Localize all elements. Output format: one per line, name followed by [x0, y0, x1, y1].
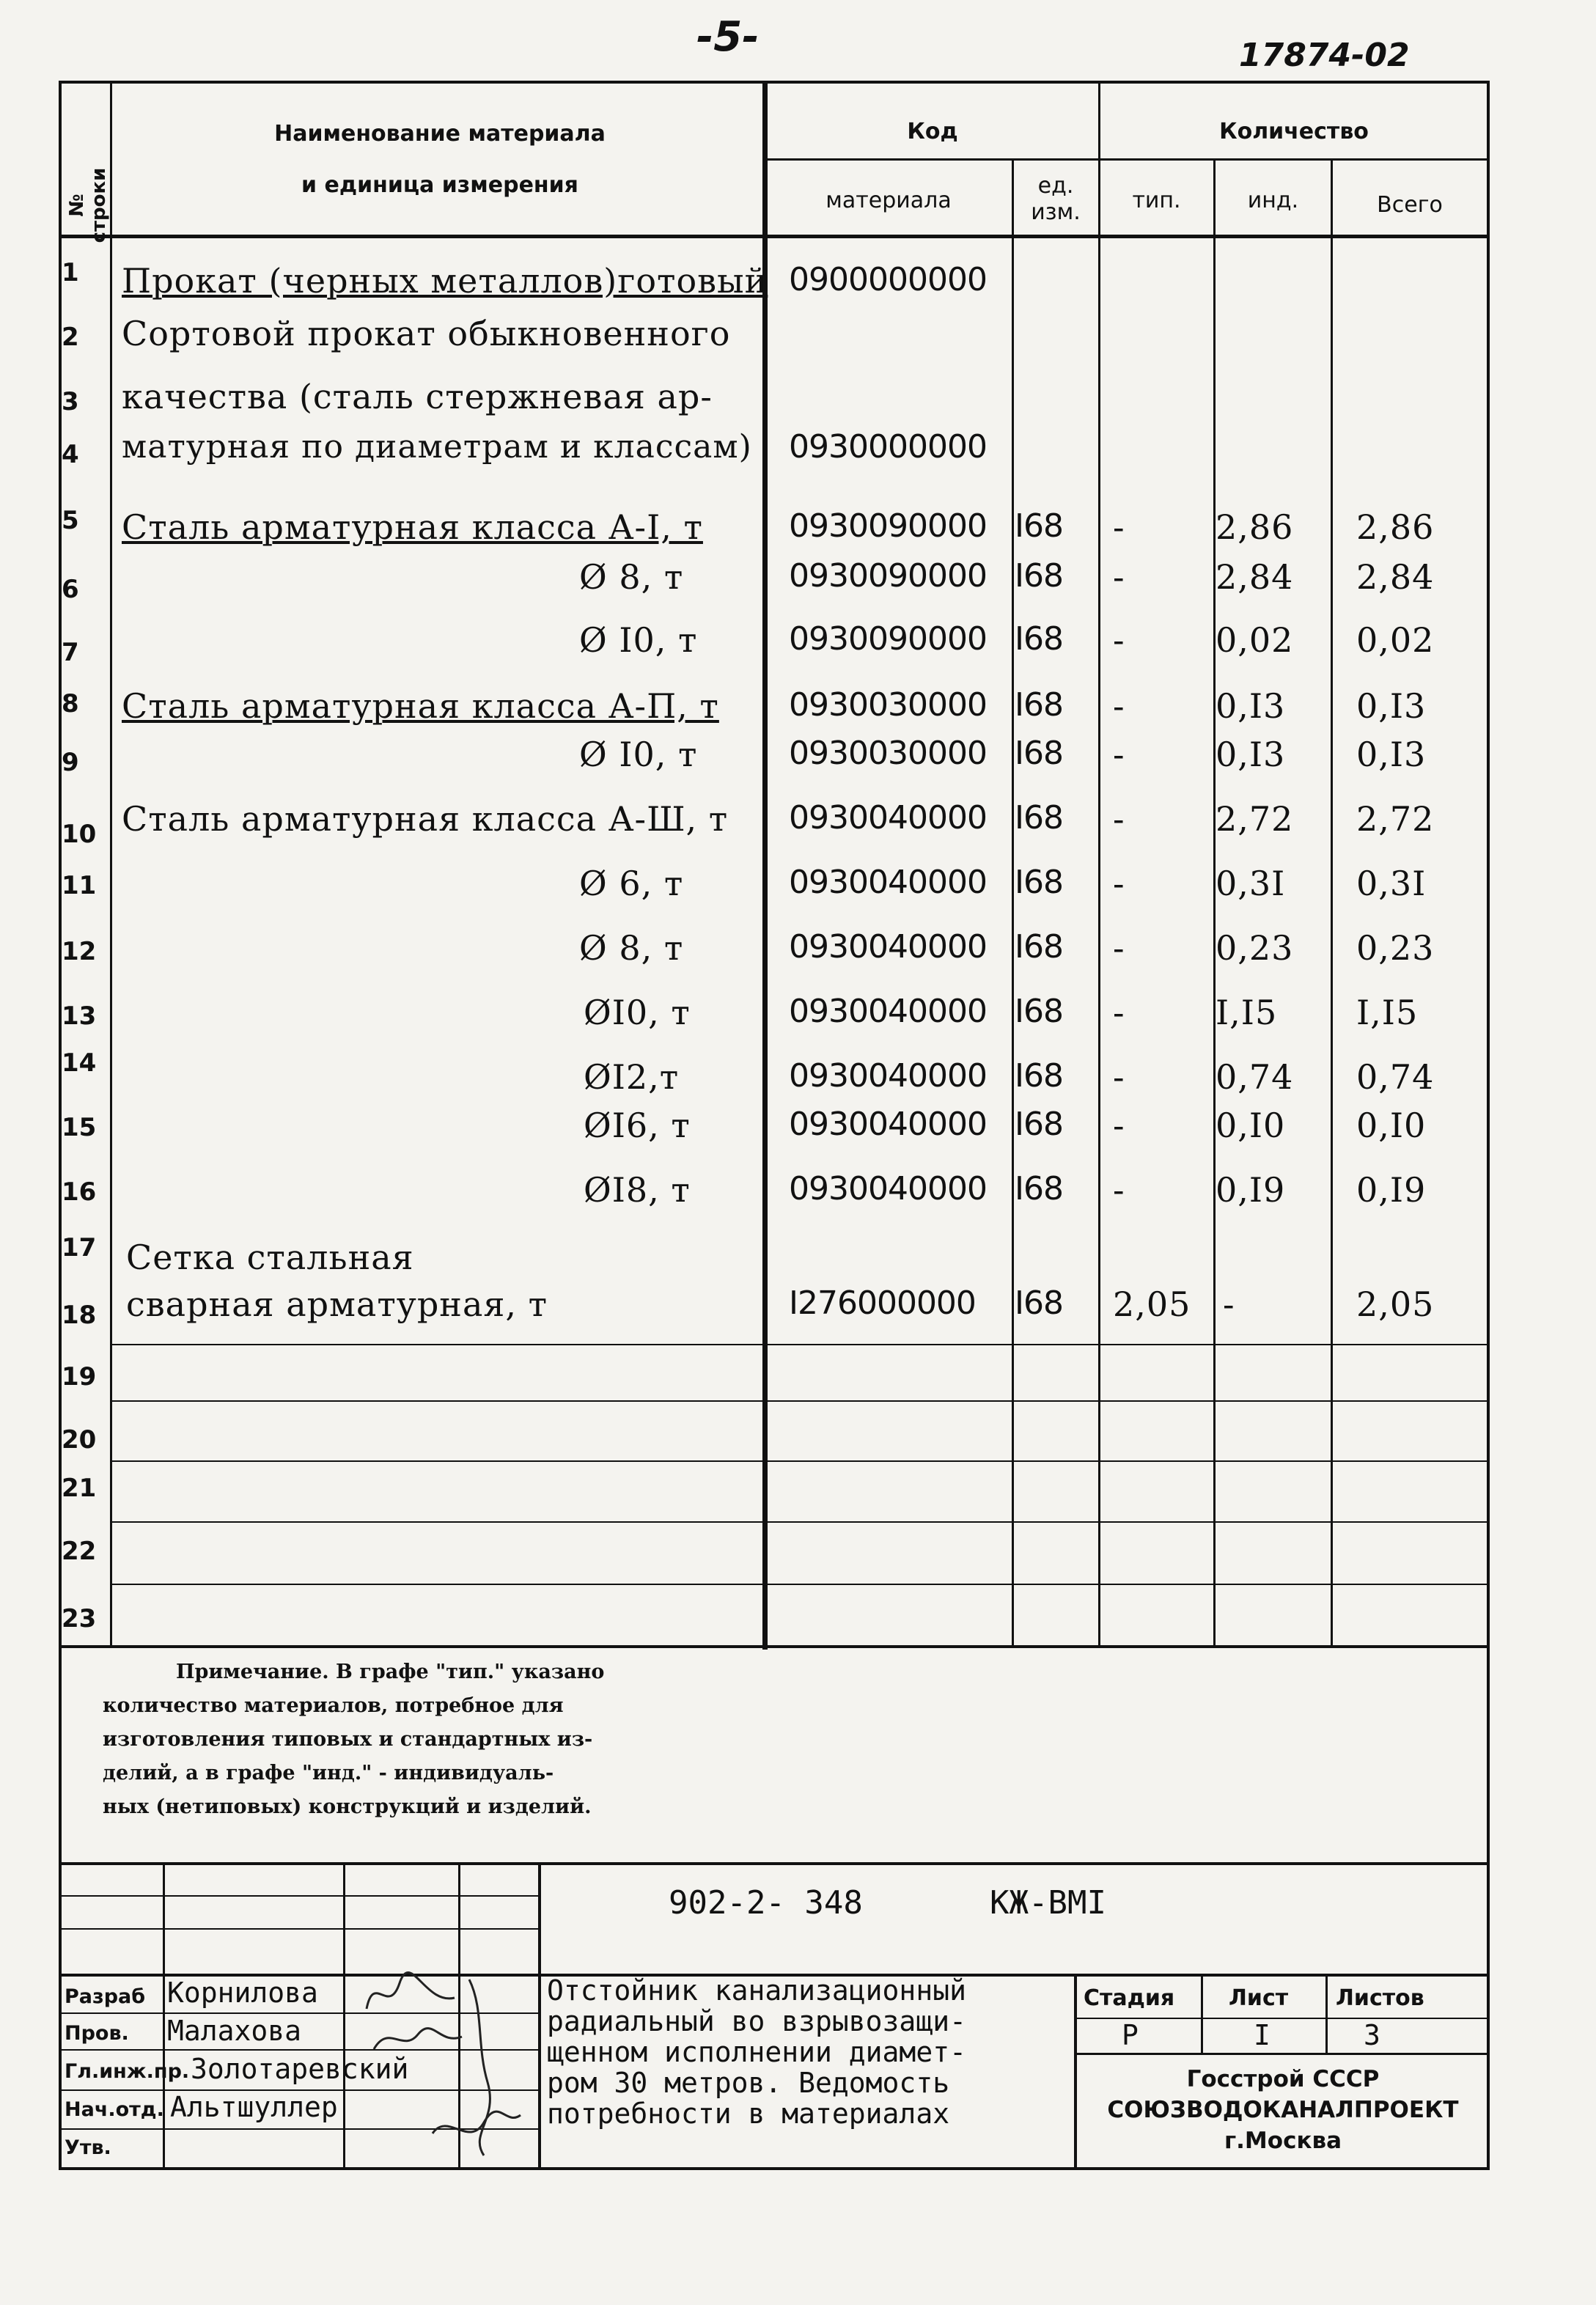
row-total: 2,86 [1356, 507, 1435, 547]
row-number: 15 [62, 1113, 97, 1142]
document-reference: 17874-02 [1239, 37, 1410, 74]
title-line: ром 30 метров. Ведомость [547, 2067, 950, 2099]
role-label: Гл.инж.пр. [65, 2060, 190, 2083]
row-number: 23 [62, 1604, 97, 1633]
row-unit: I68 [1015, 507, 1063, 545]
row-name: Прокат (черных металлов)готовый [122, 261, 768, 301]
row-number-header: № строки [66, 167, 110, 243]
row-number: 7 [62, 638, 79, 667]
row-number: 1 [62, 258, 79, 287]
row-number: 4 [62, 440, 79, 469]
row-name: ØI8, т [584, 1170, 691, 1210]
row-code: 0930040000 [789, 928, 987, 966]
row-ind: 0,3I [1216, 864, 1286, 903]
row-typ: - [1113, 620, 1125, 660]
row-number: 20 [62, 1425, 97, 1455]
row-code: 0930030000 [789, 735, 987, 772]
row-ind: 0,23 [1216, 928, 1294, 968]
row-name: ØI0, т [584, 993, 691, 1032]
row-name: Сортовой прокат обыкновенного [122, 314, 731, 353]
page-number: -5- [696, 13, 760, 61]
sheets-value: 3 [1364, 2019, 1380, 2051]
person-name: Малахова [167, 2015, 302, 2047]
row-code: 0930000000 [789, 428, 987, 466]
row-total: 2,72 [1356, 799, 1435, 839]
row-unit: I68 [1015, 993, 1063, 1030]
row-unit: I68 [1015, 928, 1063, 966]
row-number: 19 [62, 1362, 97, 1392]
role-label: Разраб [65, 1985, 146, 2008]
row-number: 5 [62, 506, 79, 535]
row-unit: I68 [1015, 686, 1063, 724]
row-total: 2,05 [1356, 1284, 1435, 1324]
row-name: Ø I0, т [579, 735, 698, 774]
row-total: 0,74 [1356, 1057, 1435, 1097]
qty-typ-header: тип. [1132, 188, 1181, 213]
title-line: радиальный во взрывозащи- [547, 2005, 966, 2037]
row-unit: I68 [1015, 1170, 1063, 1207]
row-total: 2,84 [1356, 557, 1435, 597]
row-typ: - [1113, 1170, 1125, 1210]
row-number: 14 [62, 1048, 97, 1078]
row-typ: - [1113, 557, 1125, 597]
row-ind: - [1223, 1284, 1235, 1324]
row-number: 3 [62, 387, 79, 416]
row-typ: - [1113, 507, 1125, 547]
org-line: СОЮЗВОДОКАНАЛПРОЕКТ [1107, 2097, 1459, 2123]
name-header-line2: и единица измерения [301, 172, 578, 198]
row-number: 17 [62, 1233, 97, 1262]
row-ind: 2,84 [1216, 557, 1294, 597]
row-total: 0,I0 [1356, 1106, 1427, 1145]
row-ind: 0,I3 [1216, 735, 1286, 774]
row-number: 2 [62, 323, 79, 352]
row-total: I,I5 [1356, 993, 1419, 1032]
role-label: Утв. [65, 2136, 111, 2159]
row-number: 13 [62, 1001, 97, 1031]
signatures-graphic [359, 1965, 535, 2163]
unit-header: ед. изм. [1031, 173, 1081, 225]
row-unit: I68 [1015, 1057, 1063, 1095]
note-line: делий, а в графе "инд." - индивидуаль- [103, 1762, 554, 1784]
sheet-label: Лист [1229, 1985, 1289, 2011]
qty-ind-header: инд. [1247, 188, 1299, 213]
row-total: 0,I3 [1356, 735, 1427, 774]
row-name: Сталь арматурная класса А-Ш, т [122, 799, 729, 839]
stage-label: Стадия [1084, 1985, 1175, 2011]
stage-value: Р [1122, 2019, 1139, 2051]
row-code: 0930090000 [789, 557, 987, 595]
row-code: 0930040000 [789, 799, 987, 837]
row-total: 0,23 [1356, 928, 1435, 968]
title-line: щенном исполнении диамет- [547, 2036, 966, 2068]
row-name: Ø I0, т [579, 620, 698, 660]
row-ind: 0,74 [1216, 1057, 1294, 1097]
name-header-line1: Наименование материала [274, 121, 606, 147]
row-typ: 2,05 [1113, 1284, 1191, 1324]
row-unit: I68 [1015, 1106, 1063, 1143]
note-line: изготовления типовых и стандартных из- [103, 1728, 593, 1751]
note-line: ных (нетиповых) конструкций и изделий. [103, 1795, 592, 1818]
row-ind: 2,86 [1216, 507, 1294, 547]
row-number: 22 [62, 1537, 97, 1566]
row-number: 9 [62, 748, 79, 777]
row-typ: - [1113, 686, 1125, 726]
row-number: 8 [62, 689, 79, 718]
row-number: 16 [62, 1177, 97, 1207]
row-typ: - [1113, 993, 1125, 1032]
row-typ: - [1113, 1057, 1125, 1097]
title-line: потребности в материалах [547, 2098, 950, 2130]
code-material-header: материала [825, 188, 952, 213]
row-code: 0930040000 [789, 864, 987, 901]
row-number: 12 [62, 937, 97, 966]
row-ind: 0,02 [1216, 620, 1294, 660]
row-name: Сталь арматурная класса А-П, т [122, 686, 719, 726]
row-code: 0930030000 [789, 686, 987, 724]
row-name: ØI2,т [584, 1057, 680, 1097]
org-line: г.Москва [1224, 2128, 1342, 2154]
row-name: качества (сталь стержневая ар- [122, 377, 713, 416]
note-line: количество материалов, потребное для [103, 1694, 564, 1717]
sheets-label: Листов [1336, 1985, 1424, 2011]
row-code: 0900000000 [789, 261, 987, 298]
sheet-value: I [1254, 2019, 1270, 2051]
row-typ: - [1113, 928, 1125, 968]
row-total: 0,3I [1356, 864, 1427, 903]
row-ind: 2,72 [1216, 799, 1294, 839]
project-number: 902-2- 348 [669, 1884, 863, 1922]
row-typ: - [1113, 1106, 1125, 1145]
row-typ: - [1113, 735, 1125, 774]
drawing-mark: КЖ-ВМI [990, 1884, 1106, 1922]
row-number: 18 [62, 1301, 97, 1330]
row-ind: I,I5 [1216, 993, 1278, 1032]
role-label: Пров. [65, 2022, 129, 2045]
title-line: Отстойник канализационный [547, 1974, 966, 2007]
row-name: Ø 8, т [579, 928, 684, 968]
row-code: 0930090000 [789, 620, 987, 658]
row-ind: 0,I3 [1216, 686, 1286, 726]
note-line: Примечание. В графе "тип." указано [176, 1661, 605, 1683]
row-code: 0930090000 [789, 507, 987, 545]
person-name: Корнилова [167, 1977, 318, 2009]
row-unit: I68 [1015, 735, 1063, 772]
row-total: 0,02 [1356, 620, 1435, 660]
row-name: Ø 8, т [579, 557, 684, 597]
row-name: Ø 6, т [579, 864, 684, 903]
role-label: Нач.отд. [65, 2098, 164, 2121]
row-name: ØI6, т [584, 1106, 691, 1145]
person-name: Золотаревский [191, 2053, 409, 2085]
row-number: 10 [62, 820, 97, 849]
row-typ: - [1113, 864, 1125, 903]
row-total: 0,I9 [1356, 1170, 1427, 1210]
row-unit: I68 [1015, 1284, 1063, 1322]
row-name: Сталь арматурная класса А-I, т [122, 507, 703, 547]
row-name: Сетка стальная [126, 1238, 414, 1277]
document-title [547, 1975, 966, 2129]
row-number: 6 [62, 575, 79, 604]
org-line: Госстрой СССР [1186, 2066, 1380, 2092]
row-number: 21 [62, 1474, 97, 1503]
row-name: сварная арматурная, т [126, 1284, 548, 1324]
note [103, 1655, 733, 1824]
row-code: 0930040000 [789, 993, 987, 1030]
row-code: 0930040000 [789, 1106, 987, 1143]
row-unit: I68 [1015, 620, 1063, 658]
row-unit: I68 [1015, 864, 1063, 901]
row-name: матурная по диаметрам и классам) [122, 428, 752, 466]
row-unit: I68 [1015, 557, 1063, 595]
person-name: Альтшуллер [170, 2091, 338, 2123]
row-number: 11 [62, 871, 97, 900]
code-header: Код [907, 119, 958, 144]
qty-total-header: Всего [1377, 192, 1443, 218]
quantity-header: Количество [1219, 119, 1369, 144]
row-ind: 0,I9 [1216, 1170, 1286, 1210]
row-unit: I68 [1015, 799, 1063, 837]
row-code: I276000000 [789, 1284, 976, 1322]
row-code: 0930040000 [789, 1170, 987, 1207]
row-code: 0930040000 [789, 1057, 987, 1095]
row-ind: 0,I0 [1216, 1106, 1286, 1145]
row-typ: - [1113, 799, 1125, 839]
row-total: 0,I3 [1356, 686, 1427, 726]
